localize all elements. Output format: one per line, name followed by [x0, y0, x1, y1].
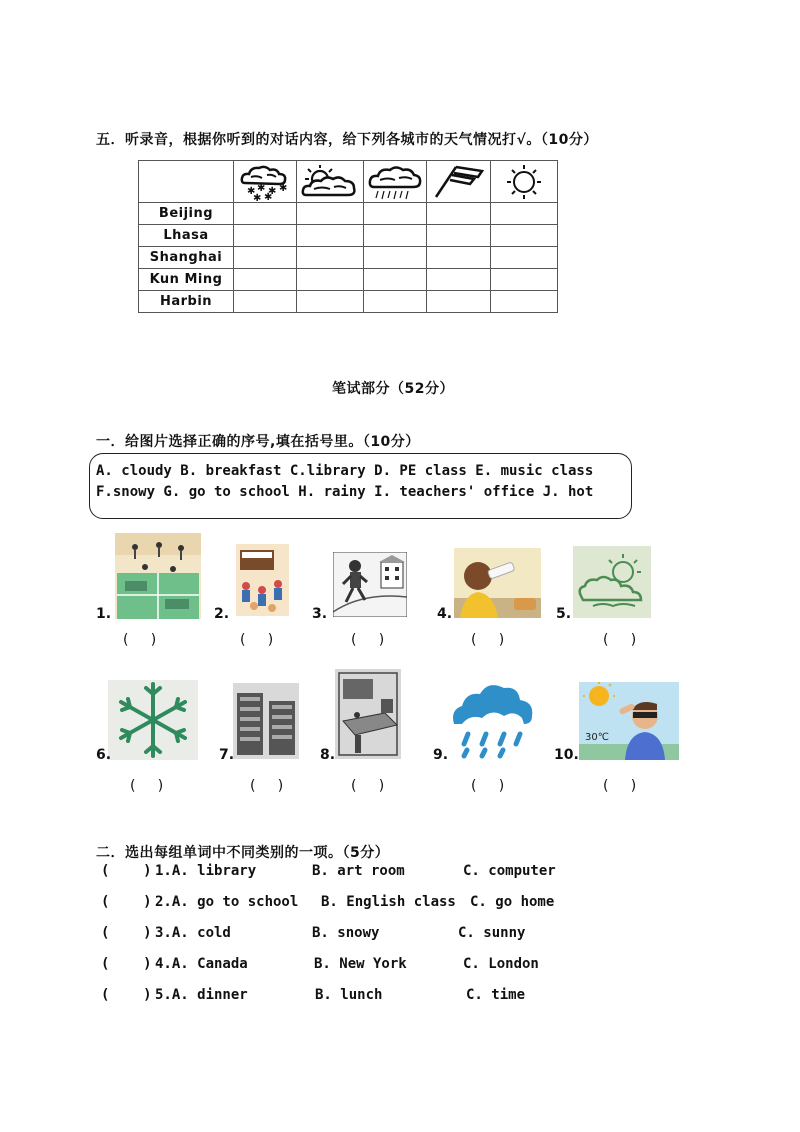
check-cell[interactable]: [427, 291, 491, 313]
q2-option-c-3: C. sunny: [458, 925, 526, 941]
answer-blank-8[interactable]: ( ): [351, 778, 385, 794]
check-cell[interactable]: [491, 203, 558, 225]
svg-text:✱: ✱: [264, 191, 273, 201]
options-line-1: A. cloudy B. breakfast C.library D. PE class E. music class: [96, 463, 594, 479]
city-label: Lhasa: [139, 225, 234, 247]
check-cell[interactable]: [234, 203, 297, 225]
snowflake-picture: [108, 680, 198, 760]
svg-text:✱: ✱: [279, 182, 288, 194]
q2-option-b-2: B. English class: [321, 894, 456, 910]
item-number-7: 7.: [219, 747, 235, 763]
svg-text:✱: ✱: [257, 182, 266, 194]
check-cell[interactable]: [297, 291, 364, 313]
windy-icon: [427, 161, 491, 203]
q2-option-b-3: B. snowy: [312, 925, 380, 941]
q2-option-b-1: B. art room: [312, 863, 405, 879]
q2-option-c-2: C. go home: [470, 894, 555, 910]
section2-title: 二．选出每组单词中不同类别的一项。（5分）: [96, 845, 390, 861]
check-cell[interactable]: [297, 269, 364, 291]
answer-blank-1[interactable]: ( ): [123, 632, 157, 648]
q2-option-a-1: 1.A. library: [155, 863, 257, 879]
answer-blank-2[interactable]: ( ): [240, 632, 274, 648]
check-cell[interactable]: [491, 269, 558, 291]
q2-option-a-4: 4.A. Canada: [155, 956, 248, 972]
cloudy-sun-icon: [297, 161, 364, 203]
table-corner-cell: [139, 161, 234, 203]
check-cell[interactable]: [234, 291, 297, 313]
section1-title: 一．给图片选择正确的序号,填在括号里。（10分）: [96, 434, 420, 450]
check-cell[interactable]: [234, 247, 297, 269]
check-cell[interactable]: [364, 291, 427, 313]
check-cell[interactable]: [491, 247, 558, 269]
answer-blank-4[interactable]: ( ): [471, 632, 505, 648]
item-number-3: 3.: [312, 606, 328, 622]
written-part-title: 笔试部分（52分）: [332, 381, 454, 397]
check-cell[interactable]: [427, 203, 491, 225]
sunny-icon: [491, 161, 558, 203]
teachers-office-picture: [335, 669, 401, 759]
pe-class-picture: [115, 533, 201, 619]
q2-blank-2[interactable]: ( ): [101, 894, 152, 910]
q2-blank-5[interactable]: ( ): [101, 987, 152, 1003]
item-number-10: 10.: [554, 747, 579, 763]
q2-blank-4[interactable]: ( ): [101, 956, 152, 972]
rainy-icon: [364, 161, 427, 203]
svg-text:✱: ✱: [268, 185, 277, 197]
go-to-school-picture: [333, 552, 407, 617]
check-cell[interactable]: [297, 247, 364, 269]
table-row: [139, 291, 558, 313]
rainy-picture: [448, 678, 536, 762]
temperature-label: 30℃: [585, 732, 609, 743]
city-label: Shanghai: [139, 247, 234, 269]
city-label: Beijing: [139, 203, 234, 225]
music-class-picture: [236, 544, 289, 616]
check-cell[interactable]: [364, 225, 427, 247]
q2-option-b-4: B. New York: [314, 956, 407, 972]
check-cell[interactable]: [234, 269, 297, 291]
check-cell[interactable]: [491, 225, 558, 247]
library-picture: [233, 683, 299, 759]
q2-option-a-3: 3.A. cold: [155, 925, 231, 941]
options-line-2: F.snowy G. go to school H. rainy I. teachers' office J. hot: [96, 484, 594, 500]
check-cell[interactable]: [427, 269, 491, 291]
table-row: [139, 203, 558, 225]
section5-title: 五．听录音，根据你听到的对话内容，给下列各城市的天气情况打√。（10分）: [96, 132, 598, 148]
item-number-8: 8.: [320, 747, 336, 763]
item-number-2: 2.: [214, 606, 230, 622]
hot-picture: [579, 682, 679, 760]
answer-blank-7[interactable]: ( ): [250, 778, 284, 794]
table-row: [139, 247, 558, 269]
weather-table: [138, 160, 558, 313]
q2-option-c-1: C. computer: [463, 863, 556, 879]
answer-blank-6[interactable]: ( ): [130, 778, 164, 794]
answer-blank-9[interactable]: ( ): [471, 778, 505, 794]
city-label: Kun Ming: [139, 269, 234, 291]
check-cell[interactable]: [297, 225, 364, 247]
check-cell[interactable]: [364, 247, 427, 269]
q2-blank-3[interactable]: ( ): [101, 925, 152, 941]
answer-blank-3[interactable]: ( ): [351, 632, 385, 648]
q2-option-c-5: C. time: [466, 987, 526, 1003]
item-number-6: 6.: [96, 747, 112, 763]
check-cell[interactable]: [364, 203, 427, 225]
item-number-5: 5.: [556, 606, 572, 622]
q2-blank-1[interactable]: ( ): [101, 863, 152, 879]
answer-blank-10[interactable]: ( ): [603, 778, 637, 794]
answer-blank-5[interactable]: ( ): [603, 632, 637, 648]
breakfast-picture: [454, 548, 541, 618]
snowy-icon: [234, 161, 297, 203]
cloudy-picture: [573, 546, 651, 618]
check-cell[interactable]: [491, 291, 558, 313]
item-number-4: 4.: [437, 606, 453, 622]
check-cell[interactable]: [234, 225, 297, 247]
q2-option-a-5: 5.A. dinner: [155, 987, 248, 1003]
table-row: [139, 269, 558, 291]
q2-option-b-5: B. lunch: [315, 987, 383, 1003]
check-cell[interactable]: [427, 225, 491, 247]
check-cell[interactable]: [427, 247, 491, 269]
svg-text:✱: ✱: [253, 192, 262, 201]
q2-option-c-4: C. London: [463, 956, 539, 972]
city-label: Harbin: [139, 291, 234, 313]
item-number-9: 9.: [433, 747, 449, 763]
check-cell[interactable]: [364, 269, 427, 291]
check-cell[interactable]: [297, 203, 364, 225]
table-row: [139, 225, 558, 247]
svg-text:✱: ✱: [247, 185, 256, 197]
item-number-1: 1.: [96, 606, 112, 622]
q2-option-a-2: 2.A. go to school: [155, 894, 299, 910]
